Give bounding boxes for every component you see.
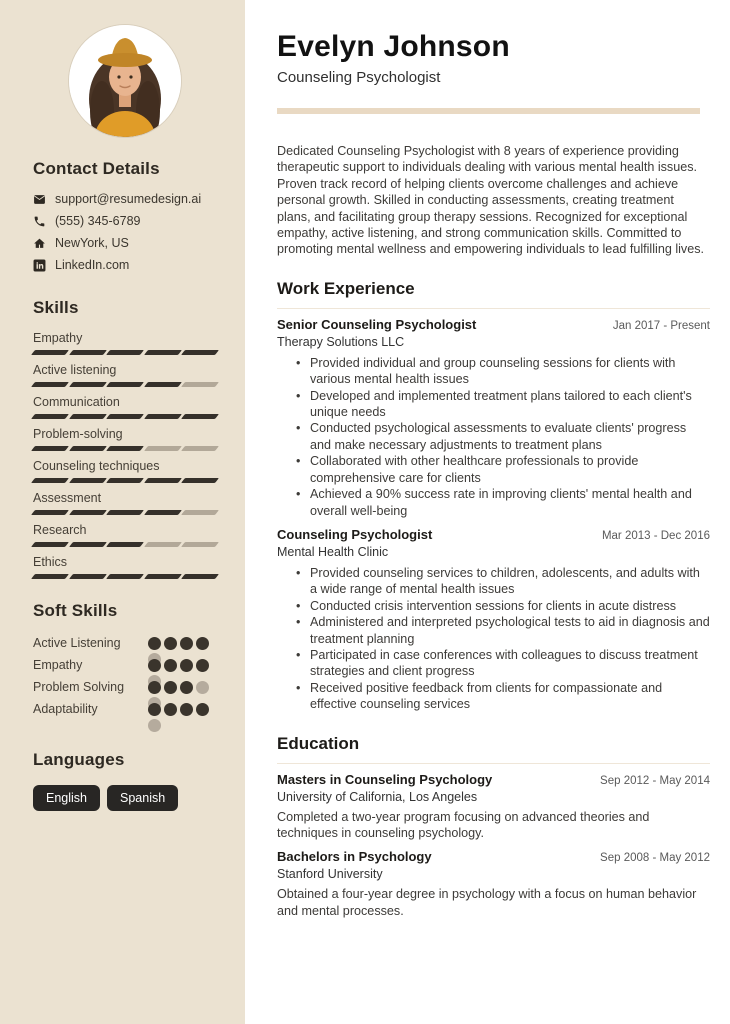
profile-summary: Dedicated Counseling Psychologist with 8 years of experience providing therapeutic support to individuals dealing with various mental health issues. Proven track record of helping clients overcome challenges and achieve personal growth. Skilled in conducting assessments, creating treatment plans, and facilitating group therapy sessions. Recognized for exceptional empathy, active listening, and strong communication skills. Committed to promoting mental wellness and empowering individuals to lead fulfilling lives. xyxy=(277,144,705,257)
job-bullet: • Collaborated with other healthcare professionals to provide comprehensive care for clients xyxy=(277,453,710,486)
job-bullet: • Achieved a 90% success rate in improving clients' mental health and overall well-being xyxy=(277,486,710,519)
skill-label: Assessment xyxy=(33,491,102,505)
job-entry xyxy=(277,317,710,519)
skill-row xyxy=(33,395,217,419)
skill-label: Ethics xyxy=(33,555,68,569)
soft-skill-label: Empathy xyxy=(33,658,83,672)
education-description: Completed a two-year program focusing on advanced theories and techniques in counseling psychology. xyxy=(277,809,650,840)
skill-bar-segment xyxy=(106,446,144,451)
linkedin-icon xyxy=(33,259,46,272)
rating-dot xyxy=(196,637,209,650)
degree-title: Masters in Counseling Psychology xyxy=(277,771,493,787)
job-bullet-list xyxy=(277,565,710,713)
education-header xyxy=(277,772,710,787)
skill-bar-segment xyxy=(144,542,182,547)
job-title: Counseling Psychologist xyxy=(277,526,433,542)
section-divider xyxy=(277,308,710,309)
education-section xyxy=(277,734,710,920)
skill-label: Problem-solving xyxy=(33,427,123,441)
skill-row xyxy=(33,459,217,483)
rating-dot xyxy=(148,703,161,716)
job-header xyxy=(277,317,710,332)
skill-bar-segment xyxy=(181,414,219,419)
rating-dot xyxy=(180,637,193,650)
skill-row xyxy=(33,427,217,451)
education-entry xyxy=(277,849,710,919)
skill-bar-segment xyxy=(181,446,219,451)
skill-bar-segment xyxy=(106,382,144,387)
education-description: Obtained a four-year degree in psychology with a focus on human behavior and mental processes. xyxy=(277,887,697,918)
soft-skill-label: Problem Solving xyxy=(33,680,125,694)
degree-title: Bachelors in Psychology xyxy=(277,849,432,865)
skill-bar-segment xyxy=(31,510,69,515)
skill-bar-segment xyxy=(31,478,69,483)
rating-dot xyxy=(148,719,161,732)
rating-dot xyxy=(180,703,193,716)
skill-bar-segment xyxy=(181,510,219,515)
home-icon xyxy=(33,237,46,250)
skill-bar-segment xyxy=(69,446,107,451)
skill-bar-segment xyxy=(106,350,144,355)
job-bullet: • Administered and interpreted psychological tests to aid in diagnosis and treatment planning xyxy=(277,614,710,647)
skills-list xyxy=(33,331,217,579)
job-bullet: • Developed and implemented treatment plans tailored to each client's unique needs xyxy=(277,388,710,421)
languages-list xyxy=(33,785,217,811)
rating-dot xyxy=(180,659,193,672)
skill-bar-segment xyxy=(106,574,144,579)
job-header xyxy=(277,527,710,542)
skill-row xyxy=(33,331,217,355)
languages-heading: Languages xyxy=(33,750,125,769)
skill-bar-segment xyxy=(31,446,69,451)
job-bullet: • Participated in case conferences with colleagues to discuss treatment strategies and client progress xyxy=(277,647,710,680)
soft-skill-row xyxy=(33,659,217,672)
rating-dot xyxy=(196,659,209,672)
education-entry xyxy=(277,772,710,842)
skill-bar xyxy=(33,510,217,515)
rating-dot xyxy=(196,681,209,694)
skill-label: Empathy xyxy=(33,331,83,345)
rating-dots xyxy=(148,703,209,716)
skill-bar-segment xyxy=(181,382,219,387)
skill-bar xyxy=(33,446,217,451)
contact-item xyxy=(33,258,217,272)
rating-dot xyxy=(196,703,209,716)
mail-icon xyxy=(33,193,46,206)
soft-skill-label: Adaptability xyxy=(33,702,98,716)
contact-text: support@resumedesign.ai xyxy=(55,192,202,206)
skill-row xyxy=(33,523,217,547)
skill-bar-segment xyxy=(69,478,107,483)
skill-bar-segment xyxy=(69,542,107,547)
skill-bar-segment xyxy=(181,478,219,483)
rating-dot xyxy=(164,659,177,672)
skill-bar xyxy=(33,414,217,419)
rating-dots xyxy=(148,681,209,694)
contact-item xyxy=(33,214,217,228)
skill-bar-segment xyxy=(144,510,182,515)
rating-dot xyxy=(148,659,161,672)
skill-bar-segment xyxy=(31,414,69,419)
contact-text: LinkedIn.com xyxy=(55,258,130,272)
skill-bar-segment xyxy=(144,574,182,579)
rating-dot xyxy=(148,637,161,650)
rating-dot xyxy=(164,681,177,694)
rating-dot xyxy=(164,703,177,716)
skill-bar xyxy=(33,478,217,483)
job-bullet: • Provided individual and group counseling sessions for clients with various mental health issues xyxy=(277,355,710,388)
skill-bar-segment xyxy=(69,350,107,355)
skill-bar-segment xyxy=(31,350,69,355)
person-name: Evelyn Johnson xyxy=(277,30,510,63)
avatar-photo-icon xyxy=(69,25,181,137)
job-bullet: • Received positive feedback from clients for compassionate and effective counseling services xyxy=(277,680,710,713)
avatar xyxy=(69,25,181,137)
work-experience-heading: Work Experience xyxy=(277,278,415,298)
sidebar xyxy=(0,0,245,1024)
main-content xyxy=(245,0,730,1024)
skill-bar-segment xyxy=(144,446,182,451)
rating-dot xyxy=(164,637,177,650)
section-divider xyxy=(277,763,710,764)
skill-label: Communication xyxy=(33,395,120,409)
company-name: Mental Health Clinic xyxy=(277,544,389,559)
education-dates: Sep 2012 - May 2014 xyxy=(600,774,710,787)
skill-label: Active listening xyxy=(33,363,117,377)
job-title: Senior Counseling Psychologist xyxy=(277,316,477,332)
soft-skill-row xyxy=(33,703,217,716)
contact-text: (555) 345-6789 xyxy=(55,214,141,228)
skill-bar-segment xyxy=(144,382,182,387)
skill-bar-segment xyxy=(69,414,107,419)
language-pill: English xyxy=(33,785,100,811)
contact-text: NewYork, US xyxy=(55,236,129,250)
contact-item xyxy=(33,236,217,250)
skill-bar-segment xyxy=(144,350,182,355)
job-entry xyxy=(277,527,710,713)
skill-bar xyxy=(33,574,217,579)
work-experience-section xyxy=(277,279,710,713)
education-header xyxy=(277,849,710,864)
skill-bar-segment xyxy=(144,414,182,419)
soft-skill-label: Active Listening xyxy=(33,636,121,650)
skill-row xyxy=(33,555,217,579)
skill-label: Counseling techniques xyxy=(33,459,160,473)
skill-bar-segment xyxy=(69,510,107,515)
skill-bar-segment xyxy=(181,574,219,579)
skill-bar-segment xyxy=(106,414,144,419)
job-bullet-list xyxy=(277,355,710,519)
skill-bar xyxy=(33,382,217,387)
skill-bar-segment xyxy=(106,478,144,483)
header-divider xyxy=(277,108,700,114)
job-bullet: • Provided counseling services to children, adolescents, and adults with a wide range of mental health issues xyxy=(277,565,710,598)
job-list xyxy=(277,317,710,713)
job-bullet: • Conducted crisis intervention sessions for clients in acute distress xyxy=(277,598,710,614)
skill-row xyxy=(33,491,217,515)
contact-heading: Contact Details xyxy=(33,159,160,178)
skill-bar-segment xyxy=(31,574,69,579)
school-name: Stanford University xyxy=(277,867,383,882)
skill-bar-segment xyxy=(106,510,144,515)
soft-skill-row xyxy=(33,637,217,650)
skill-bar-segment xyxy=(106,542,144,547)
rating-dots xyxy=(148,637,209,650)
school-name: University of California, Los Angeles xyxy=(277,789,478,804)
skill-bar-segment xyxy=(181,350,219,355)
education-heading: Education xyxy=(277,733,360,753)
soft-skills-heading: Soft Skills xyxy=(33,601,118,620)
language-pill: Spanish xyxy=(107,785,178,811)
rating-dot xyxy=(180,681,193,694)
skill-label: Research xyxy=(33,523,87,537)
job-bullet: • Conducted psychological assessments to evaluate clients' progress and make necessary adjustments to treatment plans xyxy=(277,420,710,453)
education-list xyxy=(277,772,710,920)
soft-skill-row xyxy=(33,681,217,694)
company-name: Therapy Solutions LLC xyxy=(277,334,405,349)
skill-bar-segment xyxy=(144,478,182,483)
skill-bar-segment xyxy=(31,382,69,387)
job-dates: Mar 2013 - Dec 2016 xyxy=(601,529,710,542)
phone-icon xyxy=(33,215,46,228)
rating-dots xyxy=(148,659,209,672)
skills-heading: Skills xyxy=(33,298,79,317)
job-dates: Jan 2017 - Present xyxy=(612,319,710,332)
skill-bar-segment xyxy=(181,542,219,547)
skill-bar-segment xyxy=(31,542,69,547)
contact-list xyxy=(33,192,217,272)
person-role: Counseling Psychologist xyxy=(277,69,441,86)
skill-row xyxy=(33,363,217,387)
soft-skills-list xyxy=(33,637,217,716)
contact-item xyxy=(33,192,217,206)
skill-bar-segment xyxy=(69,574,107,579)
skill-bar xyxy=(33,542,217,547)
education-dates: Sep 2008 - May 2012 xyxy=(600,852,710,865)
skill-bar-segment xyxy=(69,382,107,387)
rating-dot xyxy=(148,681,161,694)
skill-bar xyxy=(33,350,217,355)
